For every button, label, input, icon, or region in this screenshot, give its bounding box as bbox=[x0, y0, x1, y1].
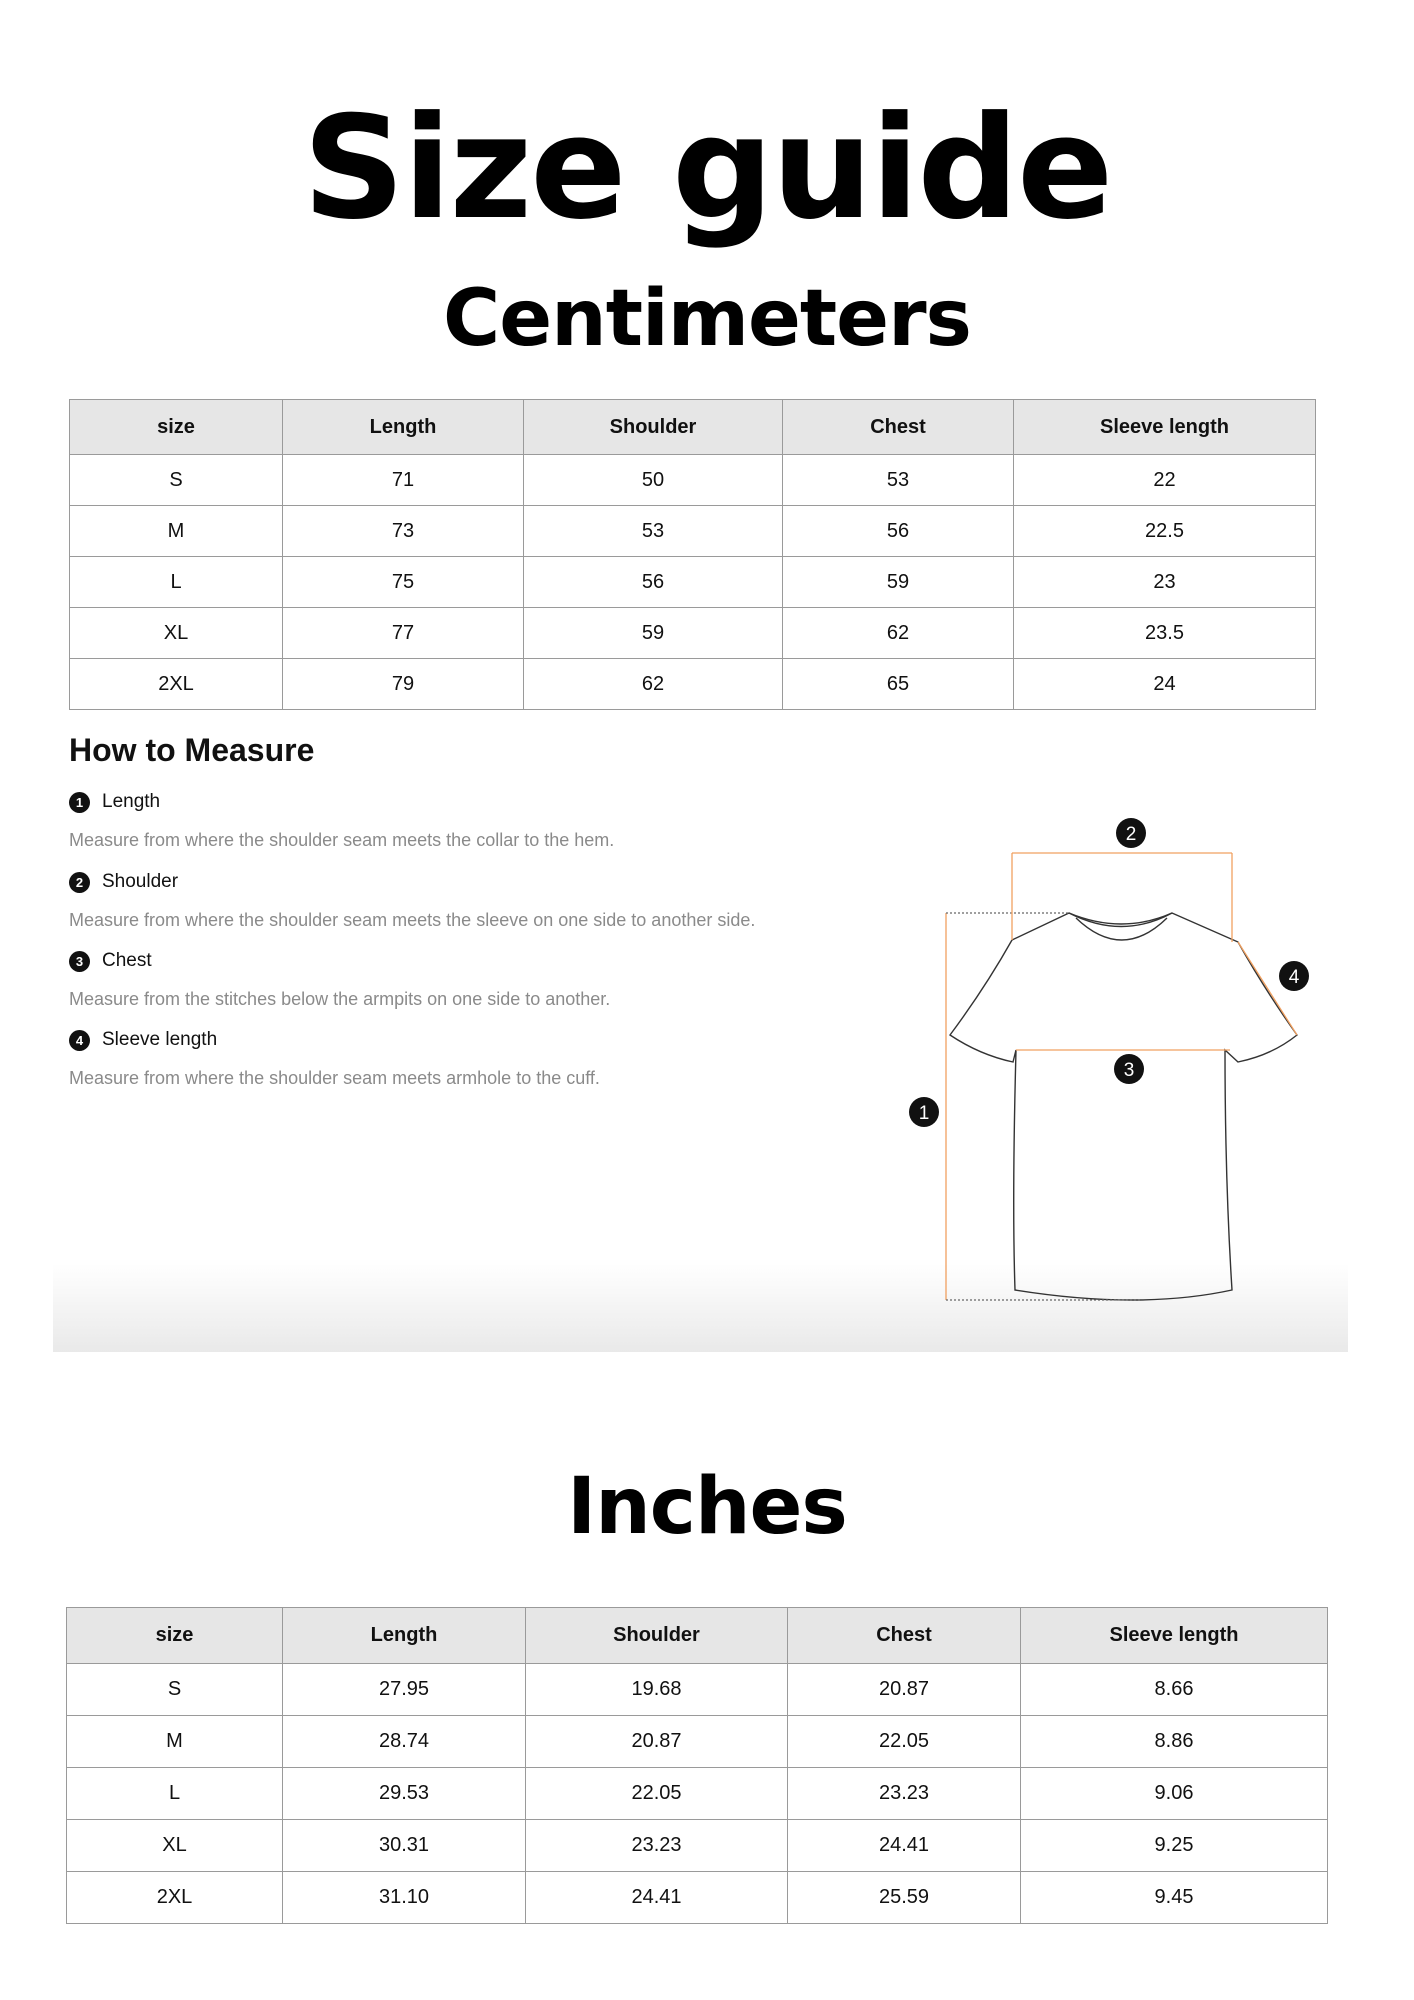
table-cell: 71 bbox=[283, 455, 524, 506]
table-cell: 23 bbox=[1014, 557, 1316, 608]
table-row bbox=[70, 506, 1316, 557]
table-row bbox=[70, 455, 1316, 506]
table-cell: M bbox=[67, 1716, 283, 1768]
number-1-marker bbox=[909, 1097, 939, 1127]
column-header: Length bbox=[283, 400, 524, 455]
table-cell: 20.87 bbox=[526, 1716, 788, 1768]
table-cell: 75 bbox=[283, 557, 524, 608]
table-cell: 22 bbox=[1014, 455, 1316, 506]
table-cell: S bbox=[70, 455, 283, 506]
table-cell: 23.23 bbox=[788, 1768, 1021, 1820]
table-cell: 9.25 bbox=[1021, 1820, 1328, 1872]
table-cell: 22.05 bbox=[526, 1768, 788, 1820]
table-cell: L bbox=[70, 557, 283, 608]
table-cell: L bbox=[67, 1768, 283, 1820]
inches-size-table bbox=[66, 1607, 1328, 1924]
svg-text:2: 2 bbox=[1125, 824, 1137, 845]
table-cell: 22.05 bbox=[788, 1716, 1021, 1768]
table-cell: 65 bbox=[783, 659, 1014, 710]
table-row bbox=[70, 608, 1316, 659]
column-header: Chest bbox=[788, 1608, 1021, 1664]
table-cell: 19.68 bbox=[526, 1664, 788, 1716]
table-cell: 53 bbox=[783, 455, 1014, 506]
number-3-badge: 3 bbox=[69, 951, 90, 972]
table-cell: 25.59 bbox=[788, 1872, 1021, 1924]
table-cell: 50 bbox=[524, 455, 783, 506]
table-cell: 9.45 bbox=[1021, 1872, 1328, 1924]
svg-text:3: 3 bbox=[1123, 1060, 1135, 1081]
table-row bbox=[67, 1872, 1328, 1924]
table-cell: 8.86 bbox=[1021, 1716, 1328, 1768]
number-4-marker bbox=[1279, 961, 1309, 991]
column-header: Shoulder bbox=[524, 400, 783, 455]
centimeters-title: Centimeters bbox=[443, 274, 971, 364]
column-header: size bbox=[67, 1608, 283, 1664]
table-cell: 62 bbox=[783, 608, 1014, 659]
measure-description: Measure from the stitches below the armpits on one side to another. bbox=[69, 989, 611, 1009]
centimeters-size-table bbox=[69, 399, 1316, 710]
table-cell: 59 bbox=[783, 557, 1014, 608]
measure-description: Measure from where the shoulder seam meets the sleeve on one side to another side. bbox=[69, 910, 756, 930]
table-cell: 31.10 bbox=[283, 1872, 526, 1924]
table-cell: XL bbox=[70, 608, 283, 659]
t-shirt-diagram bbox=[890, 800, 1320, 1320]
table-cell: 62 bbox=[524, 659, 783, 710]
table-row bbox=[70, 659, 1316, 710]
number-4-badge: 4 bbox=[69, 1030, 90, 1051]
table-row bbox=[70, 557, 1316, 608]
table-cell: 30.31 bbox=[283, 1820, 526, 1872]
measure-label: Chest bbox=[102, 950, 152, 971]
column-header: Chest bbox=[783, 400, 1014, 455]
table-cell: 27.95 bbox=[283, 1664, 526, 1716]
table-cell: 2XL bbox=[67, 1872, 283, 1924]
table-cell: 2XL bbox=[70, 659, 283, 710]
table-cell: M bbox=[70, 506, 283, 557]
svg-text:4: 4 bbox=[1288, 967, 1300, 988]
number-3-marker bbox=[1114, 1054, 1144, 1084]
table-cell: 24 bbox=[1014, 659, 1316, 710]
measure-label: Shoulder bbox=[102, 871, 179, 892]
table-header-row bbox=[67, 1608, 1328, 1664]
measure-label: Sleeve length bbox=[102, 1029, 218, 1050]
measure-item-chest bbox=[69, 949, 610, 1010]
measure-item-length bbox=[69, 790, 614, 851]
number-2-badge: 2 bbox=[69, 872, 90, 893]
measure-item-shoulder bbox=[69, 870, 755, 931]
table-header-row bbox=[70, 400, 1316, 455]
table-cell: 28.74 bbox=[283, 1716, 526, 1768]
table-cell: 23.23 bbox=[526, 1820, 788, 1872]
column-header: Sleeve length bbox=[1021, 1608, 1328, 1664]
table-cell: S bbox=[67, 1664, 283, 1716]
svg-text:1: 1 bbox=[918, 1103, 930, 1124]
inches-title: Inches bbox=[567, 1462, 847, 1552]
table-cell: 29.53 bbox=[283, 1768, 526, 1820]
table-cell: 73 bbox=[283, 506, 524, 557]
table-cell: 20.87 bbox=[788, 1664, 1021, 1716]
table-cell: 79 bbox=[283, 659, 524, 710]
table-cell: 9.06 bbox=[1021, 1768, 1328, 1820]
table-cell: 23.5 bbox=[1014, 608, 1316, 659]
table-cell: 77 bbox=[283, 608, 524, 659]
table-cell: 24.41 bbox=[526, 1872, 788, 1924]
table-cell: 22.5 bbox=[1014, 506, 1316, 557]
table-row bbox=[67, 1716, 1328, 1768]
table-cell: 53 bbox=[524, 506, 783, 557]
table-cell: XL bbox=[67, 1820, 283, 1872]
how-to-measure-heading: How to Measure bbox=[69, 732, 315, 768]
table-cell: 8.66 bbox=[1021, 1664, 1328, 1716]
measure-item-sleeve-length bbox=[69, 1028, 600, 1089]
table-row bbox=[67, 1820, 1328, 1872]
page-title: Size guide bbox=[302, 86, 1112, 251]
table-cell: 56 bbox=[524, 557, 783, 608]
column-header: Length bbox=[283, 1608, 526, 1664]
table-row bbox=[67, 1664, 1328, 1716]
number-1-badge: 1 bbox=[69, 792, 90, 813]
table-cell: 59 bbox=[524, 608, 783, 659]
measure-description: Measure from where the shoulder seam meets armhole to the cuff. bbox=[69, 1068, 600, 1088]
column-header: Sleeve length bbox=[1014, 400, 1316, 455]
number-2-marker bbox=[1116, 818, 1146, 848]
column-header: size bbox=[70, 400, 283, 455]
column-header: Shoulder bbox=[526, 1608, 788, 1664]
measure-label: Length bbox=[102, 791, 161, 812]
table-cell: 24.41 bbox=[788, 1820, 1021, 1872]
t-shirt-outline bbox=[950, 913, 1297, 1300]
table-row bbox=[67, 1768, 1328, 1820]
table-cell: 56 bbox=[783, 506, 1014, 557]
measure-description: Measure from where the shoulder seam meets the collar to the hem. bbox=[69, 830, 615, 850]
